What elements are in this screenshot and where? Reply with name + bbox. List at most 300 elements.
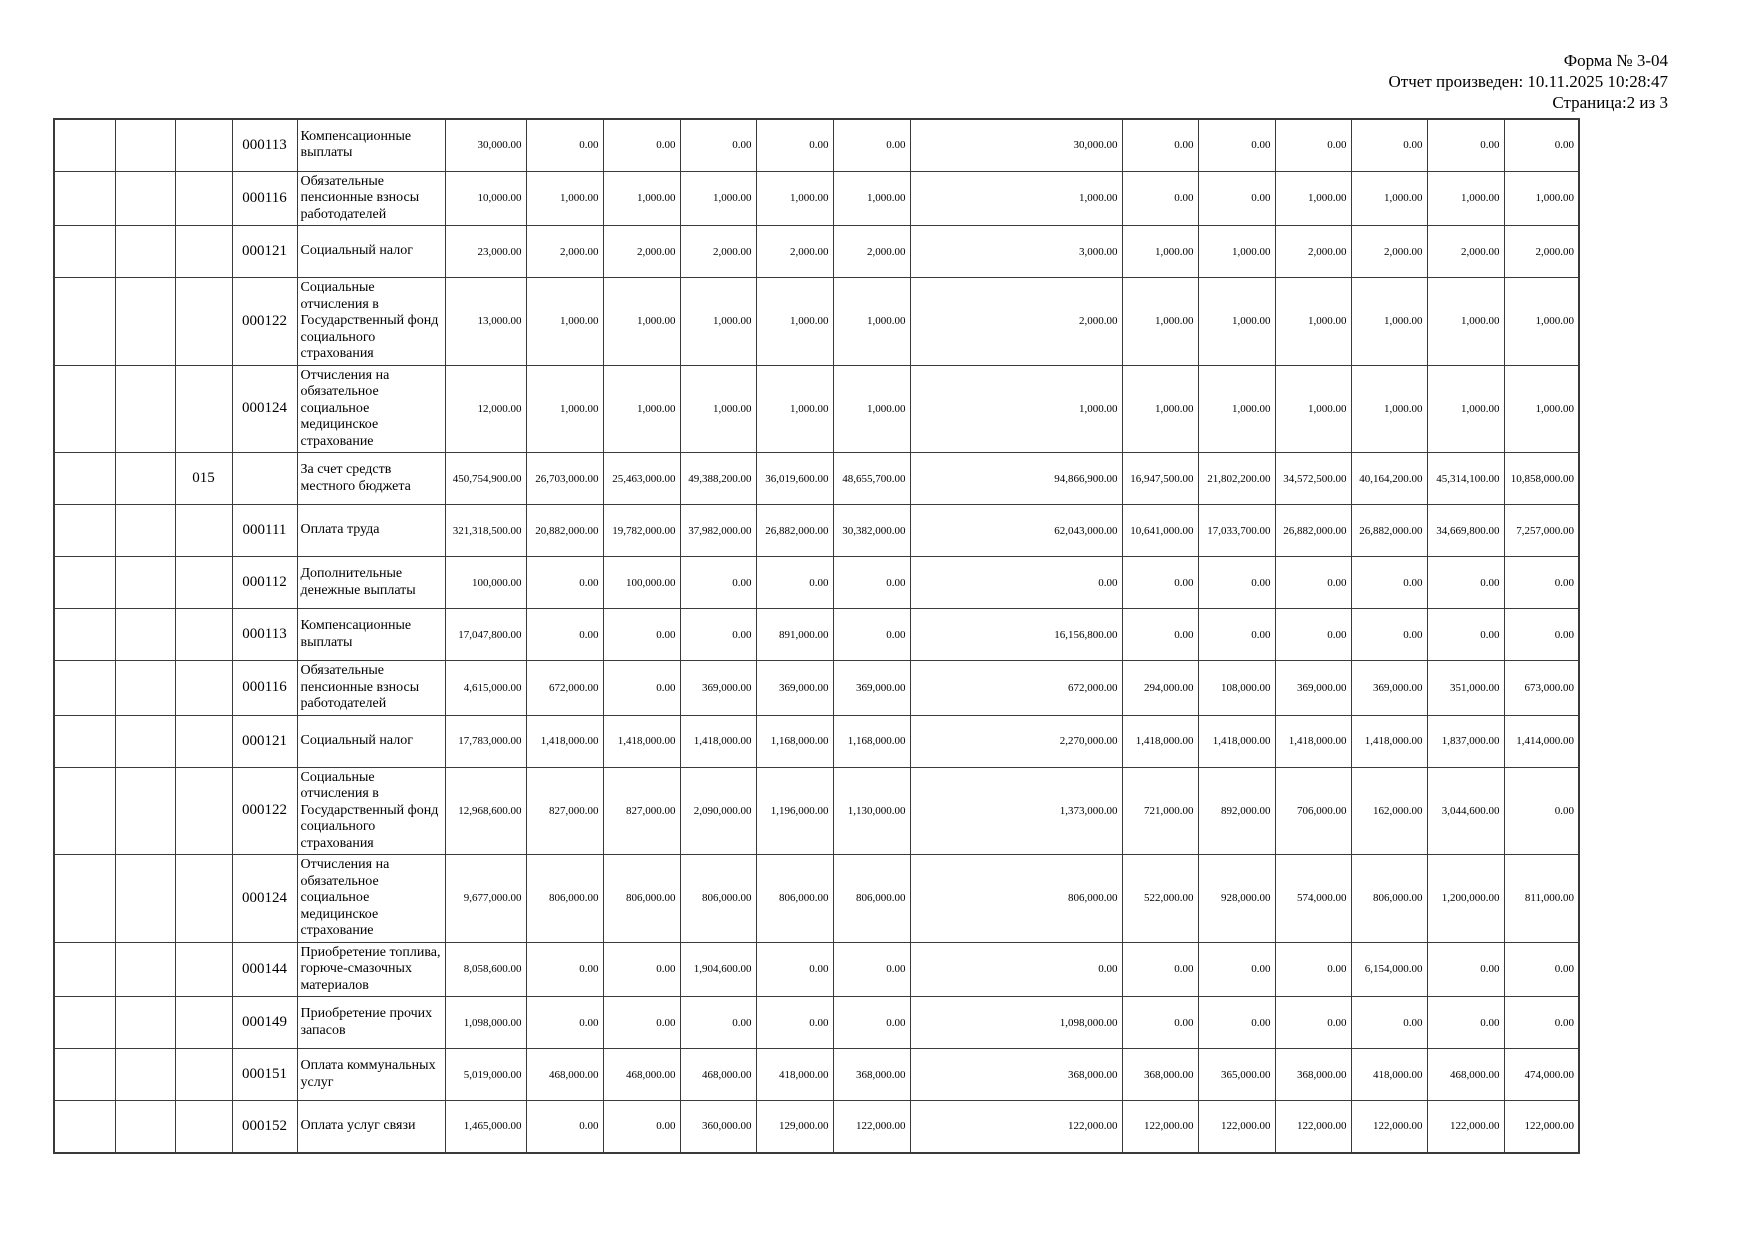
code-cell: 000113 xyxy=(232,609,297,661)
blank-cell xyxy=(115,226,175,278)
value-cell: 0.00 xyxy=(1427,942,1504,997)
blank-cell xyxy=(115,278,175,366)
value-cell: 0.00 xyxy=(1427,997,1504,1049)
group-code-cell xyxy=(175,661,232,716)
form-number-label: Форма № 3-04 xyxy=(1563,51,1668,70)
blank-cell xyxy=(54,1049,115,1101)
value-cell: 1,168,000.00 xyxy=(756,715,833,767)
value-cell: 468,000.00 xyxy=(526,1049,603,1101)
blank-cell xyxy=(115,453,175,505)
value-cell: 0.00 xyxy=(603,997,680,1049)
value-cell: 369,000.00 xyxy=(756,661,833,716)
blank-cell xyxy=(115,365,175,453)
value-cell: 368,000.00 xyxy=(1275,1049,1351,1101)
value-cell: 0.00 xyxy=(603,661,680,716)
value-cell: 0.00 xyxy=(1427,609,1504,661)
value-cell: 0.00 xyxy=(526,609,603,661)
value-cell: 0.00 xyxy=(603,942,680,997)
blank-cell xyxy=(54,609,115,661)
value-cell: 0.00 xyxy=(680,557,756,609)
value-cell: 10,858,000.00 xyxy=(1504,453,1579,505)
code-cell: 000152 xyxy=(232,1101,297,1153)
value-cell: 0.00 xyxy=(1198,942,1275,997)
value-cell: 2,090,000.00 xyxy=(680,767,756,855)
value-cell: 1,000.00 xyxy=(1504,171,1579,226)
table-row xyxy=(54,505,1579,557)
name-cell: Обязательные пенсионные взносы работодателей xyxy=(297,661,445,716)
value-cell: 1,000.00 xyxy=(1198,278,1275,366)
blank-cell xyxy=(115,171,175,226)
value-cell: 2,000.00 xyxy=(603,226,680,278)
group-code-cell xyxy=(175,171,232,226)
value-cell: 7,257,000.00 xyxy=(1504,505,1579,557)
value-cell: 1,000.00 xyxy=(756,365,833,453)
value-cell: 0.00 xyxy=(910,942,1122,997)
value-cell: 19,782,000.00 xyxy=(603,505,680,557)
value-cell: 122,000.00 xyxy=(1122,1101,1198,1153)
name-cell: Дополнительные денежные выплаты xyxy=(297,557,445,609)
value-cell: 368,000.00 xyxy=(910,1049,1122,1101)
value-cell: 369,000.00 xyxy=(1275,661,1351,716)
value-cell: 0.00 xyxy=(1198,119,1275,171)
value-cell: 294,000.00 xyxy=(1122,661,1198,716)
value-cell: 0.00 xyxy=(1351,609,1427,661)
value-cell: 1,418,000.00 xyxy=(680,715,756,767)
name-cell: За счет средств местного бюджета xyxy=(297,453,445,505)
value-cell: 1,000.00 xyxy=(680,365,756,453)
value-cell: 0.00 xyxy=(1427,557,1504,609)
value-cell: 122,000.00 xyxy=(1198,1101,1275,1153)
value-cell: 0.00 xyxy=(833,609,910,661)
blank-cell xyxy=(115,855,175,943)
value-cell: 1,000.00 xyxy=(833,278,910,366)
blank-cell xyxy=(54,997,115,1049)
value-cell: 37,982,000.00 xyxy=(680,505,756,557)
value-cell: 1,418,000.00 xyxy=(1275,715,1351,767)
code-cell: 000122 xyxy=(232,767,297,855)
code-cell: 000124 xyxy=(232,365,297,453)
name-cell: Оплата труда xyxy=(297,505,445,557)
code-cell: 000144 xyxy=(232,942,297,997)
name-cell: Социальный налог xyxy=(297,715,445,767)
group-code-cell xyxy=(175,1049,232,1101)
value-cell: 0.00 xyxy=(526,1101,603,1153)
value-cell: 0.00 xyxy=(603,119,680,171)
value-cell: 5,019,000.00 xyxy=(445,1049,526,1101)
value-cell: 474,000.00 xyxy=(1504,1049,1579,1101)
group-code-cell: 015 xyxy=(175,453,232,505)
value-cell: 2,000.00 xyxy=(1504,226,1579,278)
value-cell: 1,000.00 xyxy=(1504,278,1579,366)
value-cell: 0.00 xyxy=(1275,119,1351,171)
value-cell: 0.00 xyxy=(526,997,603,1049)
value-cell: 1,414,000.00 xyxy=(1504,715,1579,767)
value-cell: 1,000.00 xyxy=(526,278,603,366)
value-cell: 673,000.00 xyxy=(1504,661,1579,716)
value-cell: 574,000.00 xyxy=(1275,855,1351,943)
value-cell: 2,000.00 xyxy=(1427,226,1504,278)
value-cell: 26,882,000.00 xyxy=(1351,505,1427,557)
group-code-cell xyxy=(175,942,232,997)
value-cell: 928,000.00 xyxy=(1198,855,1275,943)
value-cell: 0.00 xyxy=(1122,119,1198,171)
value-cell: 0.00 xyxy=(1504,557,1579,609)
value-cell: 1,000.00 xyxy=(1275,365,1351,453)
blank-cell xyxy=(115,715,175,767)
value-cell: 1,000.00 xyxy=(526,171,603,226)
value-cell: 34,572,500.00 xyxy=(1275,453,1351,505)
value-cell: 4,615,000.00 xyxy=(445,661,526,716)
table-row xyxy=(54,453,1579,505)
value-cell: 1,418,000.00 xyxy=(603,715,680,767)
value-cell: 0.00 xyxy=(1198,171,1275,226)
value-cell: 1,000.00 xyxy=(1198,365,1275,453)
value-cell: 0.00 xyxy=(526,119,603,171)
value-cell: 806,000.00 xyxy=(526,855,603,943)
value-cell: 0.00 xyxy=(680,119,756,171)
value-cell: 1,130,000.00 xyxy=(833,767,910,855)
value-cell: 122,000.00 xyxy=(1504,1101,1579,1153)
name-cell: Компенсационные выплаты xyxy=(297,119,445,171)
value-cell: 0.00 xyxy=(603,1101,680,1153)
code-cell: 000121 xyxy=(232,715,297,767)
value-cell: 0.00 xyxy=(680,997,756,1049)
value-cell: 2,000.00 xyxy=(1275,226,1351,278)
code-cell: 000113 xyxy=(232,119,297,171)
value-cell: 1,196,000.00 xyxy=(756,767,833,855)
value-cell: 0.00 xyxy=(1122,942,1198,997)
table-row xyxy=(54,1101,1579,1153)
group-code-cell xyxy=(175,505,232,557)
value-cell: 891,000.00 xyxy=(756,609,833,661)
value-cell: 0.00 xyxy=(1504,609,1579,661)
group-code-cell xyxy=(175,609,232,661)
name-cell: Отчисления на обязательное социальное медицинское страхование xyxy=(297,855,445,943)
code-cell xyxy=(232,453,297,505)
value-cell: 122,000.00 xyxy=(910,1101,1122,1153)
group-code-cell xyxy=(175,278,232,366)
blank-cell xyxy=(54,453,115,505)
value-cell: 8,058,600.00 xyxy=(445,942,526,997)
value-cell: 62,043,000.00 xyxy=(910,505,1122,557)
value-cell: 1,000.00 xyxy=(1351,171,1427,226)
name-cell: Социальные отчисления в Государственный фонд социального страхования xyxy=(297,767,445,855)
value-cell: 26,703,000.00 xyxy=(526,453,603,505)
blank-cell xyxy=(54,226,115,278)
value-cell: 36,019,600.00 xyxy=(756,453,833,505)
value-cell: 122,000.00 xyxy=(1275,1101,1351,1153)
value-cell: 0.00 xyxy=(833,942,910,997)
value-cell: 2,000.00 xyxy=(756,226,833,278)
table-row xyxy=(54,171,1579,226)
blank-cell xyxy=(54,171,115,226)
blank-cell xyxy=(115,942,175,997)
value-cell: 25,463,000.00 xyxy=(603,453,680,505)
value-cell: 1,000.00 xyxy=(603,278,680,366)
value-cell: 1,000.00 xyxy=(1351,365,1427,453)
value-cell: 0.00 xyxy=(1504,767,1579,855)
value-cell: 1,000.00 xyxy=(1122,365,1198,453)
value-cell: 1,000.00 xyxy=(680,171,756,226)
value-cell: 369,000.00 xyxy=(833,661,910,716)
value-cell: 672,000.00 xyxy=(910,661,1122,716)
code-cell: 000149 xyxy=(232,997,297,1049)
page-number-label: Страница:2 из 3 xyxy=(1552,93,1668,112)
group-code-cell xyxy=(175,855,232,943)
code-cell: 000116 xyxy=(232,661,297,716)
value-cell: 0.00 xyxy=(1122,609,1198,661)
value-cell: 122,000.00 xyxy=(1351,1101,1427,1153)
blank-cell xyxy=(115,1101,175,1153)
value-cell: 368,000.00 xyxy=(1122,1049,1198,1101)
value-cell: 9,677,000.00 xyxy=(445,855,526,943)
value-cell: 108,000.00 xyxy=(1198,661,1275,716)
value-cell: 806,000.00 xyxy=(756,855,833,943)
value-cell: 0.00 xyxy=(1275,609,1351,661)
value-cell: 351,000.00 xyxy=(1427,661,1504,716)
value-cell: 1,000.00 xyxy=(1427,365,1504,453)
value-cell: 0.00 xyxy=(1122,171,1198,226)
blank-cell xyxy=(115,767,175,855)
value-cell: 0.00 xyxy=(680,609,756,661)
value-cell: 1,000.00 xyxy=(756,171,833,226)
value-cell: 321,318,500.00 xyxy=(445,505,526,557)
value-cell: 0.00 xyxy=(833,997,910,1049)
value-cell: 94,866,900.00 xyxy=(910,453,1122,505)
value-cell: 162,000.00 xyxy=(1351,767,1427,855)
value-cell: 0.00 xyxy=(1504,119,1579,171)
value-cell: 0.00 xyxy=(1122,997,1198,1049)
group-code-cell xyxy=(175,226,232,278)
value-cell: 122,000.00 xyxy=(833,1101,910,1153)
blank-cell xyxy=(54,505,115,557)
value-cell: 30,382,000.00 xyxy=(833,505,910,557)
blank-cell xyxy=(115,1049,175,1101)
table-row xyxy=(54,942,1579,997)
value-cell: 1,837,000.00 xyxy=(1427,715,1504,767)
value-cell: 1,168,000.00 xyxy=(833,715,910,767)
value-cell: 3,000.00 xyxy=(910,226,1122,278)
value-cell: 369,000.00 xyxy=(1351,661,1427,716)
value-cell: 23,000.00 xyxy=(445,226,526,278)
value-cell: 418,000.00 xyxy=(756,1049,833,1101)
value-cell: 1,373,000.00 xyxy=(910,767,1122,855)
blank-cell xyxy=(54,767,115,855)
value-cell: 12,968,600.00 xyxy=(445,767,526,855)
value-cell: 10,641,000.00 xyxy=(1122,505,1198,557)
blank-cell xyxy=(54,365,115,453)
report-table-body xyxy=(54,119,1579,1153)
value-cell: 706,000.00 xyxy=(1275,767,1351,855)
value-cell: 17,783,000.00 xyxy=(445,715,526,767)
value-cell: 806,000.00 xyxy=(910,855,1122,943)
value-cell: 1,200,000.00 xyxy=(1427,855,1504,943)
value-cell: 30,000.00 xyxy=(445,119,526,171)
blank-cell xyxy=(54,278,115,366)
blank-cell xyxy=(54,1101,115,1153)
table-row xyxy=(54,767,1579,855)
blank-cell xyxy=(115,661,175,716)
table-row xyxy=(54,226,1579,278)
value-cell: 16,156,800.00 xyxy=(910,609,1122,661)
value-cell: 1,418,000.00 xyxy=(1198,715,1275,767)
code-cell: 000124 xyxy=(232,855,297,943)
blank-cell xyxy=(54,661,115,716)
blank-cell xyxy=(54,557,115,609)
name-cell: Приобретение прочих запасов xyxy=(297,997,445,1049)
value-cell: 0.00 xyxy=(910,557,1122,609)
value-cell: 2,000.00 xyxy=(680,226,756,278)
value-cell: 6,154,000.00 xyxy=(1351,942,1427,997)
value-cell: 468,000.00 xyxy=(1427,1049,1504,1101)
value-cell: 827,000.00 xyxy=(603,767,680,855)
value-cell: 17,033,700.00 xyxy=(1198,505,1275,557)
value-cell: 3,044,600.00 xyxy=(1427,767,1504,855)
value-cell: 100,000.00 xyxy=(445,557,526,609)
value-cell: 1,098,000.00 xyxy=(910,997,1122,1049)
value-cell: 129,000.00 xyxy=(756,1101,833,1153)
value-cell: 468,000.00 xyxy=(680,1049,756,1101)
value-cell: 2,000.00 xyxy=(910,278,1122,366)
value-cell: 1,000.00 xyxy=(910,171,1122,226)
value-cell: 0.00 xyxy=(1275,997,1351,1049)
table-row xyxy=(54,365,1579,453)
value-cell: 0.00 xyxy=(1275,557,1351,609)
value-cell: 1,000.00 xyxy=(1275,171,1351,226)
value-cell: 1,000.00 xyxy=(1122,278,1198,366)
value-cell: 806,000.00 xyxy=(680,855,756,943)
code-cell: 000151 xyxy=(232,1049,297,1101)
value-cell: 10,000.00 xyxy=(445,171,526,226)
value-cell: 1,904,600.00 xyxy=(680,942,756,997)
table-row xyxy=(54,119,1579,171)
value-cell: 122,000.00 xyxy=(1427,1101,1504,1153)
group-code-cell xyxy=(175,365,232,453)
value-cell: 1,000.00 xyxy=(1275,278,1351,366)
value-cell: 1,000.00 xyxy=(1198,226,1275,278)
value-cell: 721,000.00 xyxy=(1122,767,1198,855)
value-cell: 1,000.00 xyxy=(1427,171,1504,226)
value-cell: 17,047,800.00 xyxy=(445,609,526,661)
group-code-cell xyxy=(175,1101,232,1153)
blank-cell xyxy=(54,942,115,997)
value-cell: 365,000.00 xyxy=(1198,1049,1275,1101)
table-row xyxy=(54,997,1579,1049)
code-cell: 000122 xyxy=(232,278,297,366)
value-cell: 0.00 xyxy=(526,942,603,997)
blank-cell xyxy=(115,609,175,661)
value-cell: 1,000.00 xyxy=(833,171,910,226)
value-cell: 0.00 xyxy=(756,942,833,997)
code-cell: 000116 xyxy=(232,171,297,226)
value-cell: 418,000.00 xyxy=(1351,1049,1427,1101)
value-cell: 0.00 xyxy=(756,557,833,609)
code-cell: 000111 xyxy=(232,505,297,557)
value-cell: 0.00 xyxy=(1351,557,1427,609)
value-cell: 0.00 xyxy=(756,997,833,1049)
value-cell: 450,754,900.00 xyxy=(445,453,526,505)
name-cell: Компенсационные выплаты xyxy=(297,609,445,661)
value-cell: 1,000.00 xyxy=(910,365,1122,453)
value-cell: 1,000.00 xyxy=(1504,365,1579,453)
value-cell: 1,000.00 xyxy=(603,171,680,226)
value-cell: 0.00 xyxy=(1275,942,1351,997)
group-code-cell xyxy=(175,119,232,171)
value-cell: 26,882,000.00 xyxy=(1275,505,1351,557)
name-cell: Обязательные пенсионные взносы работодателей xyxy=(297,171,445,226)
value-cell: 16,947,500.00 xyxy=(1122,453,1198,505)
value-cell: 26,882,000.00 xyxy=(756,505,833,557)
value-cell: 40,164,200.00 xyxy=(1351,453,1427,505)
value-cell: 0.00 xyxy=(1122,557,1198,609)
value-cell: 0.00 xyxy=(1351,997,1427,1049)
value-cell: 0.00 xyxy=(833,557,910,609)
value-cell: 45,314,100.00 xyxy=(1427,453,1504,505)
value-cell: 0.00 xyxy=(1198,557,1275,609)
value-cell: 672,000.00 xyxy=(526,661,603,716)
value-cell: 1,418,000.00 xyxy=(526,715,603,767)
value-cell: 2,000.00 xyxy=(833,226,910,278)
blank-cell xyxy=(115,505,175,557)
blank-cell xyxy=(115,997,175,1049)
value-cell: 1,000.00 xyxy=(603,365,680,453)
value-cell: 468,000.00 xyxy=(603,1049,680,1101)
value-cell: 1,000.00 xyxy=(1122,226,1198,278)
value-cell: 522,000.00 xyxy=(1122,855,1198,943)
blank-cell xyxy=(54,855,115,943)
table-row xyxy=(54,855,1579,943)
table-row xyxy=(54,661,1579,716)
value-cell: 0.00 xyxy=(1504,942,1579,997)
value-cell: 34,669,800.00 xyxy=(1427,505,1504,557)
value-cell: 1,098,000.00 xyxy=(445,997,526,1049)
blank-cell xyxy=(54,715,115,767)
name-cell: Отчисления на обязательное социальное медицинское страхование xyxy=(297,365,445,453)
value-cell: 360,000.00 xyxy=(680,1101,756,1153)
report-table xyxy=(53,118,1580,1154)
table-row xyxy=(54,557,1579,609)
value-cell: 0.00 xyxy=(603,609,680,661)
value-cell: 0.00 xyxy=(526,557,603,609)
value-cell: 1,000.00 xyxy=(1427,278,1504,366)
name-cell: Социальные отчисления в Государственный фонд социального страхования xyxy=(297,278,445,366)
value-cell: 1,000.00 xyxy=(756,278,833,366)
value-cell: 0.00 xyxy=(1427,119,1504,171)
group-code-cell xyxy=(175,557,232,609)
value-cell: 2,270,000.00 xyxy=(910,715,1122,767)
value-cell: 30,000.00 xyxy=(910,119,1122,171)
value-cell: 1,000.00 xyxy=(526,365,603,453)
value-cell: 0.00 xyxy=(1351,119,1427,171)
code-cell: 000112 xyxy=(232,557,297,609)
value-cell: 0.00 xyxy=(1504,997,1579,1049)
value-cell: 0.00 xyxy=(756,119,833,171)
value-cell: 806,000.00 xyxy=(603,855,680,943)
value-cell: 892,000.00 xyxy=(1198,767,1275,855)
value-cell: 806,000.00 xyxy=(1351,855,1427,943)
value-cell: 1,418,000.00 xyxy=(1351,715,1427,767)
value-cell: 0.00 xyxy=(1198,609,1275,661)
group-code-cell xyxy=(175,997,232,1049)
blank-cell xyxy=(115,119,175,171)
table-row xyxy=(54,609,1579,661)
value-cell: 48,655,700.00 xyxy=(833,453,910,505)
value-cell: 12,000.00 xyxy=(445,365,526,453)
value-cell: 0.00 xyxy=(833,119,910,171)
blank-cell xyxy=(115,557,175,609)
value-cell: 13,000.00 xyxy=(445,278,526,366)
value-cell: 49,388,200.00 xyxy=(680,453,756,505)
